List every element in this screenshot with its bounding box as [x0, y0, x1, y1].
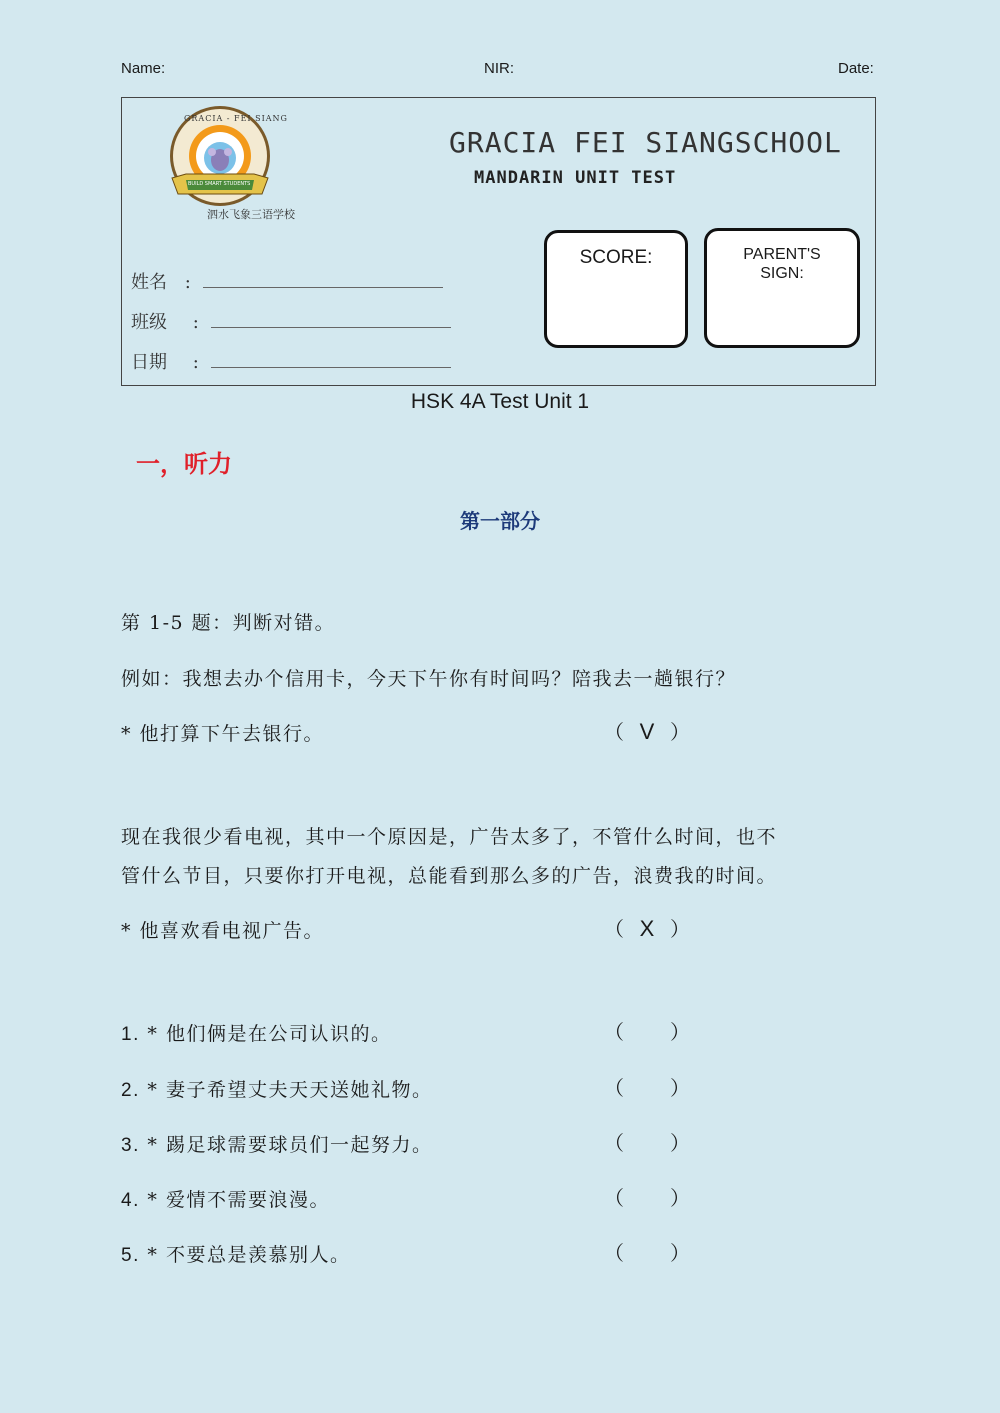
example2-statement: * 他喜欢看电视广告。	[121, 920, 325, 942]
parent-sign-label-line1: PARENT'S	[743, 246, 821, 263]
section-title: 一，听力	[136, 449, 232, 478]
form-sep: :	[184, 272, 191, 293]
bracket-close: ）	[670, 1020, 690, 1044]
example-statement: * 他打算下午去银行。	[121, 723, 325, 745]
logo-ribbon-text: BUILD SMART STUDENTS	[188, 181, 251, 187]
logo-ring-text: GRACIA - FEI SIANG	[184, 114, 288, 123]
answer-box[interactable]	[604, 1127, 690, 1156]
form-row-name	[131, 268, 443, 294]
parent-sign-label-line2: SIGN:	[760, 265, 804, 282]
answer-box[interactable]	[604, 1016, 690, 1045]
question-1	[121, 1019, 391, 1046]
form-sep: :	[192, 312, 199, 333]
question-number: 1.	[121, 1024, 140, 1045]
score-box[interactable]	[544, 230, 688, 348]
form-label: 日期	[131, 352, 167, 373]
name-label: Name:	[121, 60, 166, 77]
question-text: * 他们俩是在公司认识的。	[147, 1023, 392, 1045]
answer-mark: X	[639, 916, 655, 941]
bracket-close: ）	[670, 1186, 690, 1210]
question-2	[121, 1075, 432, 1102]
instruction: 第 1-5 题：判断对错。	[121, 612, 336, 634]
answer-mark: V	[639, 719, 655, 744]
example2-passage-line2: 管什么节目，只要你打开电视，总能看到那么多的广告，浪费我的时间。	[121, 865, 778, 887]
school-subtitle: MANDARIN UNIT TEST	[474, 168, 677, 188]
bracket-open: （	[604, 1131, 624, 1155]
answer-box	[604, 716, 690, 745]
form-row-class	[131, 308, 451, 334]
parent-sign-box[interactable]	[704, 228, 860, 348]
school-logo	[164, 104, 288, 214]
bracket-open: （	[604, 720, 624, 744]
bracket-close: ）	[670, 917, 690, 941]
question-number: 3.	[121, 1135, 140, 1156]
question-number: 2.	[121, 1080, 140, 1101]
bracket-close: ）	[670, 1131, 690, 1155]
bracket-open: （	[604, 917, 624, 941]
bracket-open: （	[604, 1186, 624, 1210]
question-text: * 踢足球需要球员们一起努力。	[147, 1134, 433, 1156]
example-passage: 例如：我想去办个信用卡，今天下午你有时间吗？陪我去一趟银行？	[121, 668, 737, 690]
answer-box[interactable]	[604, 1237, 690, 1266]
bracket-close: ）	[670, 1076, 690, 1100]
date-label: Date:	[838, 60, 874, 77]
question-number: 4.	[121, 1190, 140, 1211]
form-blank-line[interactable]	[211, 313, 451, 328]
question-text: * 不要总是羡慕别人。	[147, 1244, 351, 1266]
part-title: 第一部分	[460, 509, 540, 533]
school-title: GRACIA FEI SIANGSCHOOL	[449, 126, 842, 159]
bracket-open: （	[604, 1076, 624, 1100]
answer-box	[604, 913, 690, 942]
answer-box[interactable]	[604, 1182, 690, 1211]
question-number: 5.	[121, 1245, 140, 1266]
form-sep: :	[192, 352, 199, 373]
question-text: * 妻子希望丈夫天天送她礼物。	[147, 1079, 433, 1101]
question-5	[121, 1240, 350, 1267]
bracket-close: ）	[670, 1241, 690, 1265]
form-row-date	[131, 348, 451, 374]
bracket-close: ）	[670, 720, 690, 744]
question-text: * 爱情不需要浪漫。	[147, 1189, 330, 1211]
test-title: HSK 4A Test Unit 1	[410, 390, 590, 413]
header-box	[121, 97, 876, 386]
form-blank-line[interactable]	[203, 273, 443, 288]
form-label: 班级	[131, 312, 167, 333]
form-label: 姓名	[131, 272, 167, 293]
logo-caption: 泗水飞象三语学校	[207, 208, 295, 221]
bracket-open: （	[604, 1241, 624, 1265]
answer-box[interactable]	[604, 1072, 690, 1101]
bracket-open: （	[604, 1020, 624, 1044]
question-3	[121, 1130, 432, 1157]
parent-sign-label	[707, 245, 857, 283]
example2-passage-line1: 现在我很少看电视，其中一个原因是，广告太多了，不管什么时间，也不	[121, 826, 778, 848]
nir-label: NIR:	[484, 60, 514, 77]
form-blank-line[interactable]	[211, 353, 451, 368]
question-4	[121, 1185, 330, 1212]
score-label: SCORE:	[579, 247, 653, 268]
